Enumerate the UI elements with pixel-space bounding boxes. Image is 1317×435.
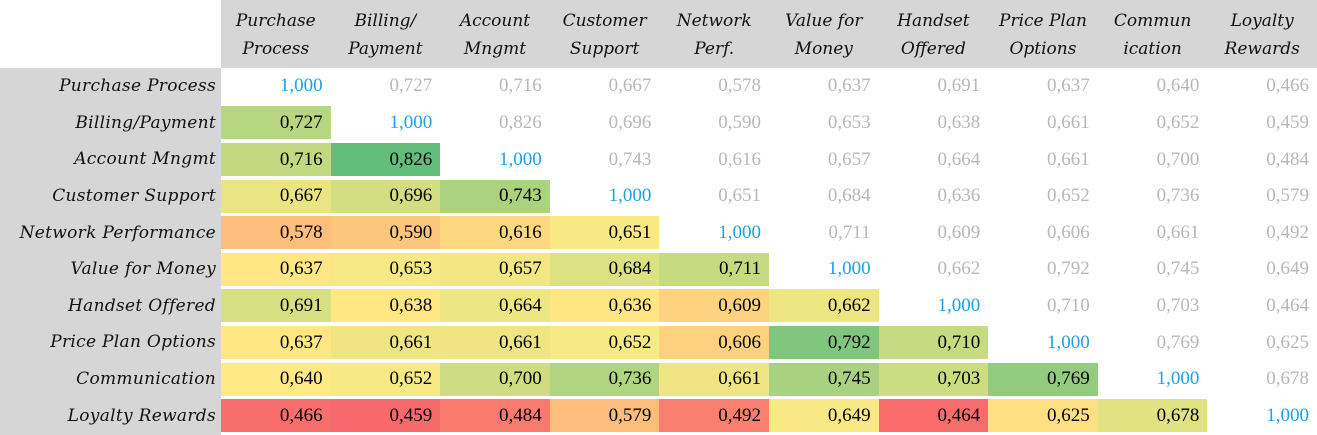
heatmap-cell: 0,590 [331,216,441,249]
upper-cell: 0,464 [1266,294,1309,316]
upper-cell: 0,484 [1266,148,1309,170]
heatmap-cell: 0,743 [440,180,550,213]
upper-cell: 0,466 [1266,75,1309,97]
upper-cell: 0,636 [937,185,981,207]
upper-cell: 0,649 [1266,258,1309,280]
diagonal-cell: 1,000 [1266,404,1309,426]
row-header: Loyalty Rewards [67,405,216,426]
heatmap-cell: 0,625 [988,399,1098,432]
upper-cell: 0,700 [1156,148,1200,170]
upper-cell: 0,652 [1156,111,1200,133]
diagonal-cell: 1,000 [827,258,871,280]
heatmap-cell: 0,700 [440,363,550,396]
upper-cell: 0,638 [937,111,981,133]
column-header: Price Plan Options [999,11,1087,59]
upper-cell: 0,651 [718,185,761,207]
heatmap-cell: 0,609 [659,289,769,322]
upper-cell: 0,745 [1156,258,1200,280]
upper-cell: 0,661 [1156,221,1200,243]
heatmap-cell: 0,684 [550,253,660,286]
heatmap-cell: 0,651 [550,216,660,249]
upper-cell: 0,727 [389,75,433,97]
upper-cell: 0,606 [1047,221,1090,243]
heatmap-cell: 0,662 [769,289,879,322]
upper-cell: 0,637 [827,75,871,97]
heatmap-cell: 0,736 [550,363,660,396]
heatmap-cell: 0,710 [879,326,989,359]
column-header: Purchase Process [235,11,316,59]
diagonal-cell: 1,000 [937,294,981,316]
upper-cell: 0,826 [499,111,542,133]
upper-cell: 0,637 [1047,75,1090,97]
heatmap-cell: 0,661 [659,363,769,396]
upper-cell: 0,657 [827,148,871,170]
upper-cell: 0,652 [1047,185,1090,207]
upper-cell: 0,703 [1156,294,1200,316]
column-header: Customer Support [562,11,647,59]
diagonal-cell: 1,000 [1047,331,1090,353]
heatmap-cell: 0,459 [331,399,441,432]
diagonal-cell: 1,000 [608,185,652,207]
row-header: Purchase Process [59,76,216,97]
row-header: Communication [76,369,216,390]
heatmap-cell: 0,616 [440,216,550,249]
heatmap-cell: 0,640 [221,363,331,396]
heatmap-cell: 0,664 [440,289,550,322]
upper-cell: 0,664 [937,148,981,170]
heatmap-cell: 0,711 [659,253,769,286]
heatmap-cell: 0,606 [659,326,769,359]
heatmap-cell: 0,484 [440,399,550,432]
heatmap-cell: 0,727 [221,106,331,139]
column-header: Handset Offered [897,11,970,59]
diagonal-cell: 1,000 [279,75,323,97]
upper-cell: 0,640 [1156,75,1200,97]
heatmap-cell: 0,657 [440,253,550,286]
heatmap-cell: 0,653 [331,253,441,286]
upper-cell: 0,792 [1047,258,1090,280]
upper-cell: 0,653 [827,111,871,133]
upper-cell: 0,736 [1156,185,1200,207]
heatmap-cell: 0,826 [331,143,441,176]
row-header: Price Plan Options [50,332,216,353]
upper-cell: 0,684 [827,185,871,207]
upper-cell: 0,696 [608,111,652,133]
row-header: Account Mngmt [74,149,216,170]
upper-cell: 0,769 [1156,331,1200,353]
heatmap-cell: 0,769 [988,363,1098,396]
heatmap-cell: 0,678 [1098,399,1208,432]
row-header: Network Performance [19,222,216,243]
upper-cell: 0,662 [937,258,981,280]
upper-cell: 0,710 [1047,294,1090,316]
row-header: Value for Money [70,259,216,280]
column-header: Loyalty Rewards [1224,11,1300,59]
column-header: Commun ication [1113,11,1192,59]
heatmap-cell: 0,661 [440,326,550,359]
heatmap-cell: 0,696 [331,180,441,213]
upper-cell: 0,625 [1266,331,1309,353]
upper-cell: 0,492 [1266,221,1309,243]
column-header: Billing/ Payment [348,11,423,59]
heatmap-cell: 0,661 [331,326,441,359]
upper-cell: 0,716 [499,75,542,97]
heatmap-cell: 0,578 [221,216,331,249]
heatmap-cell: 0,792 [769,326,879,359]
heatmap-cell: 0,466 [221,399,331,432]
upper-cell: 0,678 [1266,368,1309,390]
upper-cell: 0,743 [608,148,652,170]
heatmap-cell: 0,691 [221,289,331,322]
column-header: Account Mngmt [459,11,531,59]
row-header: Billing/Payment [75,112,216,133]
diagonal-cell: 1,000 [499,148,542,170]
heatmap-cell: 0,464 [879,399,989,432]
upper-cell: 0,616 [718,148,761,170]
heatmap-cell: 0,637 [221,253,331,286]
row-header: Customer Support [52,186,216,207]
row-header: Handset Offered [68,295,216,316]
upper-cell: 0,661 [1047,148,1090,170]
heatmap-cell: 0,745 [769,363,879,396]
heatmap-cell: 0,636 [550,289,660,322]
heatmap-cell: 0,492 [659,399,769,432]
diagonal-cell: 1,000 [718,221,761,243]
upper-cell: 0,667 [608,75,652,97]
heatmap-cell: 0,637 [221,326,331,359]
upper-cell: 0,459 [1266,111,1309,133]
heatmap-cell: 0,716 [221,143,331,176]
upper-cell: 0,579 [1266,185,1309,207]
heatmap-cell: 0,649 [769,399,879,432]
heatmap-cell: 0,652 [550,326,660,359]
heatmap-cell: 0,579 [550,399,660,432]
upper-cell: 0,590 [718,111,761,133]
column-header: Network Perf. [676,11,752,59]
heatmap-cell: 0,652 [331,363,441,396]
upper-cell: 0,691 [937,75,981,97]
upper-cell: 0,711 [828,221,871,243]
diagonal-cell: 1,000 [1156,368,1200,390]
heatmap-cell: 0,638 [331,289,441,322]
column-header: Value for Money [785,11,863,59]
upper-cell: 0,661 [1047,111,1090,133]
upper-cell: 0,609 [937,221,981,243]
heatmap-cell: 0,703 [879,363,989,396]
heatmap-cell: 0,667 [221,180,331,213]
upper-cell: 0,578 [718,75,761,97]
diagonal-cell: 1,000 [389,111,433,133]
